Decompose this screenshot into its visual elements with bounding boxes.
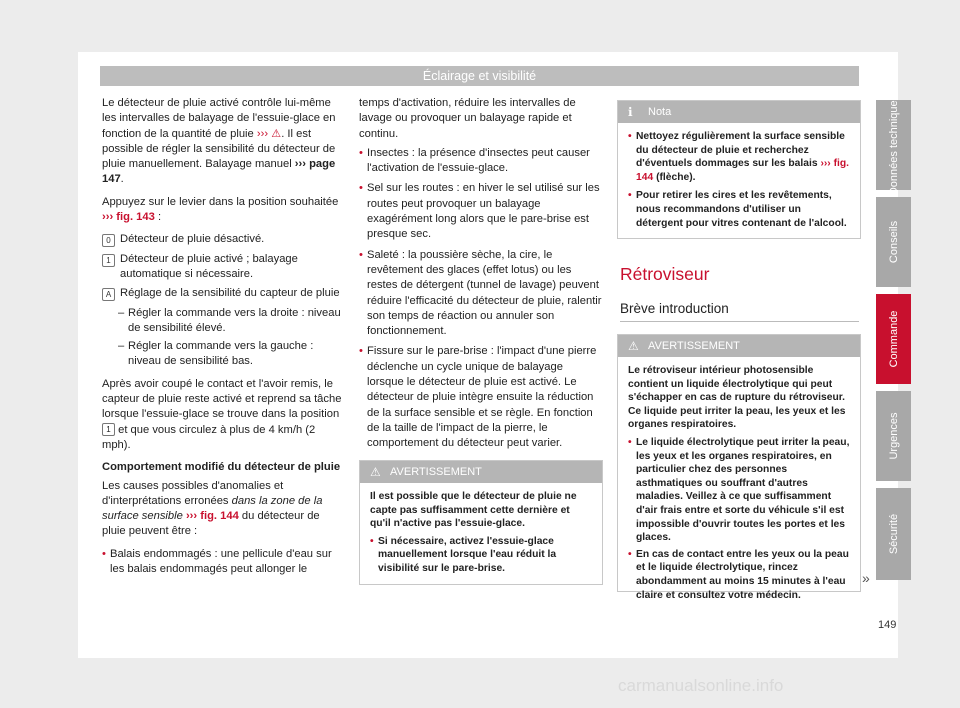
tab-label: Commande — [887, 310, 900, 368]
figure-reference-link[interactable]: ››› fig. 143 — [102, 211, 155, 224]
bullet-text: Pour retirer les cires et les revêtements, nous recommandons d'utiliser un détergent pour vitres contenant de l'alcool. — [636, 190, 847, 229]
bullet-text: Le liquide électrolytique peut irriter la peau, les yeux et les organes respiratoires, en particulier chez des personnes asthmatiques ou souffrant d'autres maladies. Veillez à ce que suffisamment d'air frais entre et sorte du véhicule s'il est impossible d'ouvrir toutes les portes et les glaces. — [636, 436, 850, 544]
continued-text: temps d'activation, réduire les intervalles de lavage ou provoquer un balayage rapide et continu. — [359, 97, 576, 140]
watermark: carmanualsonline.info — [618, 676, 784, 695]
bullet-item — [628, 130, 850, 184]
restart-text-2: et que vous circulez à plus de 4 km/h (2 mph). — [102, 423, 316, 451]
note-title: Nota — [648, 106, 672, 118]
bullet-marker: • — [102, 547, 106, 560]
section-header: Éclairage et visibilité — [100, 66, 859, 86]
warning-text: Il est possible que le détecteur de pluie ne capte pas suffisamment cette dernière et qu'il n'active pas l'essuie-glace. — [370, 491, 577, 530]
list-item — [102, 286, 342, 301]
page-reference-link[interactable]: ››› page 147 — [102, 158, 336, 186]
subsection-title: Brève introduction — [620, 301, 729, 316]
note-box — [617, 100, 861, 239]
intro-text: Le détecteur de pluie activé contrôle lui-même les intervalles de balayage de l'essuie-glace en fonction de la quantité de pluie — [102, 97, 336, 140]
page-number: 149 — [878, 619, 897, 631]
bullet-marker: • — [370, 535, 374, 547]
tab-donnees-techniques[interactable] — [876, 94, 911, 196]
dash-item — [102, 339, 342, 370]
bullet-text: En cas de contact entre les yeux ou la peau et le liquide électrolytique, rincez abondamment au moins 15 minutes à l'eau claire et consultez votre médecin. — [636, 548, 849, 601]
figure-reference-link[interactable]: ››› fig. 144 — [185, 510, 239, 523]
note-header — [618, 101, 860, 123]
paragraph-intro — [102, 96, 342, 188]
warning-text: Le rétroviseur intérieur photosensible contient un liquide électrolytique qui peut s'échapper en cas de rupture du rétroviseur. Ce liquide peut irriter la peau, les yeux et les organes respiratoires. — [628, 365, 846, 431]
bullet-text: Nettoyez régulièrement la surface sensible du détecteur de pluie et recherchez d'éventuels dommages sur les balais — [636, 131, 845, 170]
warning-body — [618, 357, 860, 610]
restart-text: Après avoir coupé le contact et l'avoir remis, le capteur de pluie reste activé et reprend sa tâche lorsque l'essuie-glace se trouve dans la position — [102, 377, 342, 421]
paragraph-causes — [102, 479, 342, 540]
warning-title: AVERTISSEMENT — [390, 466, 482, 478]
bullet-marker: • — [359, 248, 363, 261]
column-2 — [359, 96, 602, 457]
tab-label: Données techniques — [887, 94, 900, 196]
bullet-text: Insectes : la présence d'insectes peut causer l'activation de l'essuie-glace. — [367, 146, 590, 175]
bullet-marker: • — [628, 436, 632, 448]
cross-ref-arrows[interactable]: ››› — [256, 127, 269, 140]
lever-text: Appuyez sur le levier dans la position souhaitée — [102, 195, 339, 208]
bullet-item — [628, 189, 850, 230]
warning-triangle-icon: ⚠ — [370, 465, 381, 479]
bullet-item — [359, 146, 602, 177]
bullet-item — [359, 248, 602, 340]
warning-box — [617, 334, 861, 601]
paragraph-restart — [102, 377, 342, 453]
dash-item — [102, 306, 342, 337]
bullet-marker: • — [628, 548, 632, 560]
colon: : — [154, 211, 162, 224]
bullet-marker: • — [628, 131, 632, 142]
warning-title: AVERTISSEMENT — [648, 340, 740, 352]
causes-text: Les causes possibles d'anomalies et d'interprétations erronées — [102, 479, 284, 507]
warning-body — [360, 483, 602, 584]
tab-commande[interactable] — [876, 294, 911, 384]
tab-label: Urgences — [887, 412, 900, 460]
column-1 — [102, 96, 342, 582]
bullet-text: Saleté : la poussière sèche, la cire, le revêtement des glaces (effet lotus) ou les restes de détergent (tunnel de lavage) peuvent réduire l'efficacité du détecteur de pluie, ralentir son temps de réaction ou annuler son fonctionnement. — [367, 248, 602, 338]
list-item — [102, 232, 342, 247]
section-title: Rétroviseur — [620, 264, 710, 284]
bullet-item — [359, 181, 602, 242]
dash-text: Régler la commande vers la droite : niveau de sensibilité élevé. — [128, 306, 341, 334]
position-tag: A — [102, 288, 115, 301]
bullet-item — [102, 547, 342, 578]
tab-label: Sécurité — [887, 513, 900, 555]
warning-header — [360, 461, 602, 483]
list-item — [102, 252, 342, 283]
warning-header — [618, 335, 860, 357]
bullet-item — [628, 548, 850, 602]
bullet-marker: • — [359, 146, 363, 159]
causes-text-2: du détecteur de pluie peuvent être : — [102, 510, 320, 538]
bullet-marker: • — [628, 190, 632, 202]
tab-conseils[interactable] — [876, 197, 911, 287]
tab-label: Conseils — [887, 220, 900, 264]
bullet-text: Fissure sur le pare-brise : l'impact d'une pierre déclenche un cycle unique de balayage lorsque le détecteur de pluie est activé. Le détecteur de pluie intègre ensuite la réduction de la surface sensible et se règle. En fonction de la taille de l'impact de la pierre, le comportement du détecteur peut varier. — [367, 345, 597, 450]
causes-emphasis: dans la zone de la surface sensible — [102, 494, 323, 523]
bullet-marker: • — [359, 182, 363, 195]
dash-marker: – — [118, 306, 125, 319]
figure-reference-link[interactable]: ››› fig. 144 — [636, 158, 850, 183]
info-icon: ℹ — [628, 105, 633, 119]
subheading: Comportement modifié du détecteur de pluie — [102, 461, 341, 474]
note-body — [618, 123, 860, 238]
position-tag: 1 — [102, 423, 115, 436]
period: . — [120, 173, 124, 186]
bullet-text: Si nécessaire, activez l'essuie-glace manuellement lorsque l'eau réduit la visibilité sur le pare-brise. — [378, 535, 557, 574]
bullet-item — [370, 535, 592, 576]
continue-arrow-icon: » — [862, 570, 870, 586]
tab-securite[interactable] — [876, 488, 911, 580]
bullet-marker: • — [359, 345, 363, 358]
dash-text: Régler la commande vers la gauche : niveau de sensibilité bas. — [128, 340, 314, 368]
warning-triangle-icon: ⚠ — [271, 127, 282, 140]
item-text: Détecteur de pluie activé ; balayage automatique si nécessaire. — [120, 252, 298, 280]
paragraph-lever — [102, 195, 342, 226]
bullet-text: Balais endommagés : une pellicule d'eau sur les balais endommagés peut allonger le — [110, 547, 332, 576]
position-tag: 0 — [102, 234, 115, 247]
bullet-item — [628, 436, 850, 545]
bullet-text-end: (flèche). — [656, 171, 696, 183]
intro-text-2: . Il est possible de régler la sensibilité du détecteur de pluie manuellement. Balayage manuel — [102, 127, 336, 171]
item-text: Réglage de la sensibilité du capteur de pluie — [120, 287, 340, 300]
position-tag: 1 — [102, 254, 115, 267]
warning-triangle-icon: ⚠ — [628, 339, 639, 353]
bullet-text: Sel sur les routes : en hiver le sel utilisé sur les routes peut provoquer un balayage exagérément long alors que le pare-brise est presque sec. — [367, 182, 600, 241]
warning-box — [359, 460, 603, 585]
bullet-item — [359, 344, 602, 451]
item-text: Détecteur de pluie désactivé. — [120, 233, 265, 246]
tab-urgences[interactable] — [876, 391, 911, 481]
dash-marker: – — [118, 340, 125, 353]
divider — [620, 321, 859, 322]
